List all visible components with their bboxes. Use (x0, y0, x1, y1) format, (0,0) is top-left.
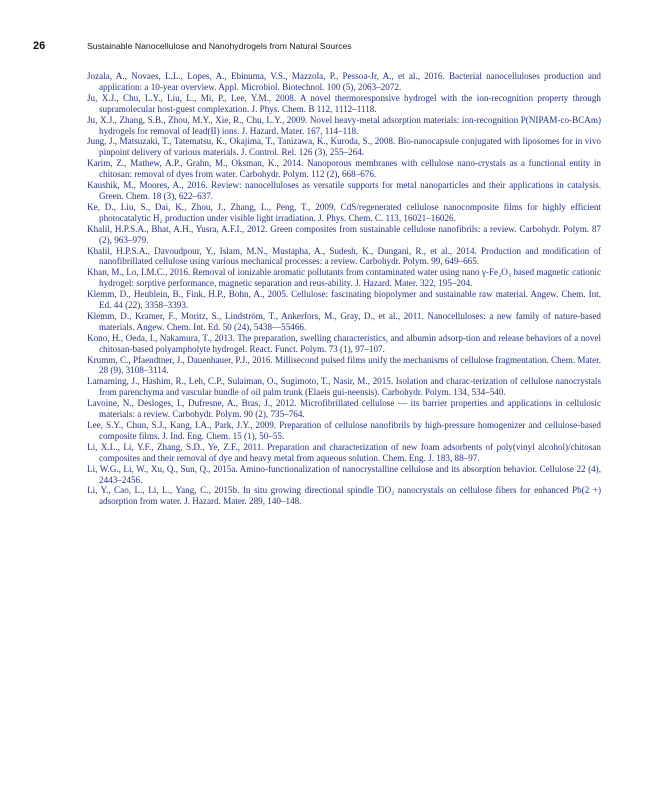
reference-entry: Li, W.G., Li, W., Xu, Q., Sun, Q., 2015a. Amino-functionalization of nanocrystalline cellulose and its absorption behavior. Cellulose 22 (4), 2443–2456. (87, 463, 601, 485)
reference-entry: Khalil, H.P.S.A., Bhat, A.H., Yusra, A.F.I., 2012. Green composites from sustainable cellulose nanofibrils: a review. Carbohydr. Polym. 87 (2), 963–979. (87, 223, 601, 245)
reference-entry: Lamaming, J., Hashim, R., Leh, C.P., Sulaiman, O., Sugimoto, T., Nasir, M., 2015. Isolation and charac-terization of cellulose nanocrystals from parenchyma and vascular bundle of oil palm trunk (Elaeis gui-neensis). Carbohydr. Polym. 134, 534–540. (87, 376, 601, 398)
reference-entry: Li, Y., Cao, L., Li, L., Yang, C., 2015b. In situ growing directional spindle TiO₂ nanocrystals on cellulose fibers for enhanced Pb(2 +) adsorption from water. J. Hazard. Mater. 289, 140–148. (87, 485, 601, 507)
reference-entry: Krumm, C., Pfaendtner, J., Dauenhauer, P.J., 2016. Millisecond pulsed films unify the mechanisms of cellulose fragmentation. Chem. Mater. 28 (9), 3108–3114. (87, 354, 601, 376)
reference-entry: Lee, S.Y., Chun, S.J., Kang, I.A., Park, J.Y., 2009. Preparation of cellulose nanofibrils by high-pressure homogenizer and cellulose-based composite films. J. Ind. Eng. Chem. 15 (1), 50–55. (87, 420, 601, 441)
page-header (33, 40, 593, 56)
running-title: Sustainable Nanocellulose and Nanohydrogels from Natural Sources (87, 41, 352, 51)
reference-entry: Jozala, A., Novaes, L.L., Lopes, A., Ebinuma, V.S., Mazzola, P., Pessoa-Jr, A., et al., 2016. Bacterial nanocelluloses production and application: a 10-year overview. Appl. Microbiol. Biotechnol. 100 (5), 2063–2072. (87, 71, 601, 92)
reference-entry: Ju, X.J., Zhang, S.B., Zhou, M.Y., Xie, R., Chu, L.Y., 2009. Novel heavy-metal adsorption materials: ion-recognition P(NIPAM-co-BCAm) hydrogels for removal of lead(II) ions. J. Hazard. Mater. 167, 114–118. (87, 114, 601, 136)
reference-entry: Li, X.L., Li, Y.F., Zhang, S.D., Ye, Z.F., 2011. Preparation and characterization of new foam adsorbents of poly(vinyl alcohol)/chitosan composites and their removal of dye and heavy metal from aqueous solution. Chem. Eng. J. 183, 88–97. (87, 441, 601, 463)
reference-entry: Lavoine, N., Desloges, I., Dufresne, A., Bras, J., 2012. Microfibrillated cellulose — its barrier properties and applications in cellulosic materials: a review. Carbohydr. Polym. 90 (2), 735–764. (87, 398, 601, 420)
reference-list (87, 71, 601, 507)
reference-entry: Kono, H., Oeda, I., Nakamura, T., 2013. The preparation, swelling characteristics, and albumin adsorp-tion and release behaviors of a novel chitosan-based polyampholyte hydrogel. React. Funct. Polym. 73 (1), 97–107. (87, 332, 601, 354)
reference-entry: Ju, X.J., Chu, L.Y., Liu, L., Mi, P., Lee, Y.M., 2008. A novel thermoresponsive hydrogel with the ion-recognition property through supramolecular host-guest complexation. J. Phys. Chem. B 112, 1112–1118. (87, 92, 601, 114)
reference-entry: Klemm, D., Heublein, B., Fink, H.P., Bohn, A., 2005. Cellulose: fascinating biopolymer and sustainable raw material. Angew. Chem. Int. Ed. 44 (22), 3358–3393. (87, 289, 601, 311)
reference-entry: Klemm, D., Kramer, F., Moritz, S., Lindström, T., Ankerfors, M., Gray, D., et al., 2011. Nanocelluloses: a new family of nature-based materials. Angew. Chem. Int. Ed. 50 (24), 5438––55466. (87, 310, 601, 332)
reference-entry: Ke, D., Liu, S., Dai, K., Zhou, J., Zhang, L., Peng, T., 2009. CdS/regenerated cellulose nanocomposite films for highly efficient photocatalytic H₂ production under visible light irradiation. J. Phys. Chem. C. 113, 16021–16026. (87, 201, 601, 223)
reference-entry: Khan, M., Lo, I.M.C., 2016. Removal of ionizable aromatic pollutants from contaminated water using nano γ-Fe₂O₃ based magnetic cationic hydrogel: sorptive performance, magnetic separation and reus-ability. J. Hazard. Mater. 322, 195–204. (87, 267, 601, 289)
reference-entry: Khalil, H.P.S.A., Davoudpour, Y., Islam, M.N., Mustapha, A., Sudesh, K., Dungani, R., et al., 2014. Production and modification of nanofibrillated cellulose using various mechanical processes: a review. Carbohydr. Polym. 99, 649–665. (87, 245, 601, 267)
page-number: 26 (33, 40, 46, 52)
reference-entry: Jung, J., Matsuzaki, T., Tatematsu, K., Okajima, T., Tanizawa, K., Kuroda, S., 2008. Bio-nanocapsule conjugated with liposomes for in vivo pinpoint delivery of various materials. J. Control. Rel. 126 (3), 255–264. (87, 136, 601, 158)
reference-entry: Kaushik, M., Moores, A., 2016. Review: nanocelluloses as versatile supports for metal nanoparticles and their applications in catalysis. Green. Chem. 18 (3), 622–637. (87, 180, 601, 201)
reference-entry: Karim, Z., Mathew, A.P., Grahn, M., Oksman, K., 2014. Nanoporous membranes with cellulose nano-crystals as a functional entity in chitosan: removal of dyes from water. Carbohydr. Polym. 112 (2), 668–676. (87, 158, 601, 180)
